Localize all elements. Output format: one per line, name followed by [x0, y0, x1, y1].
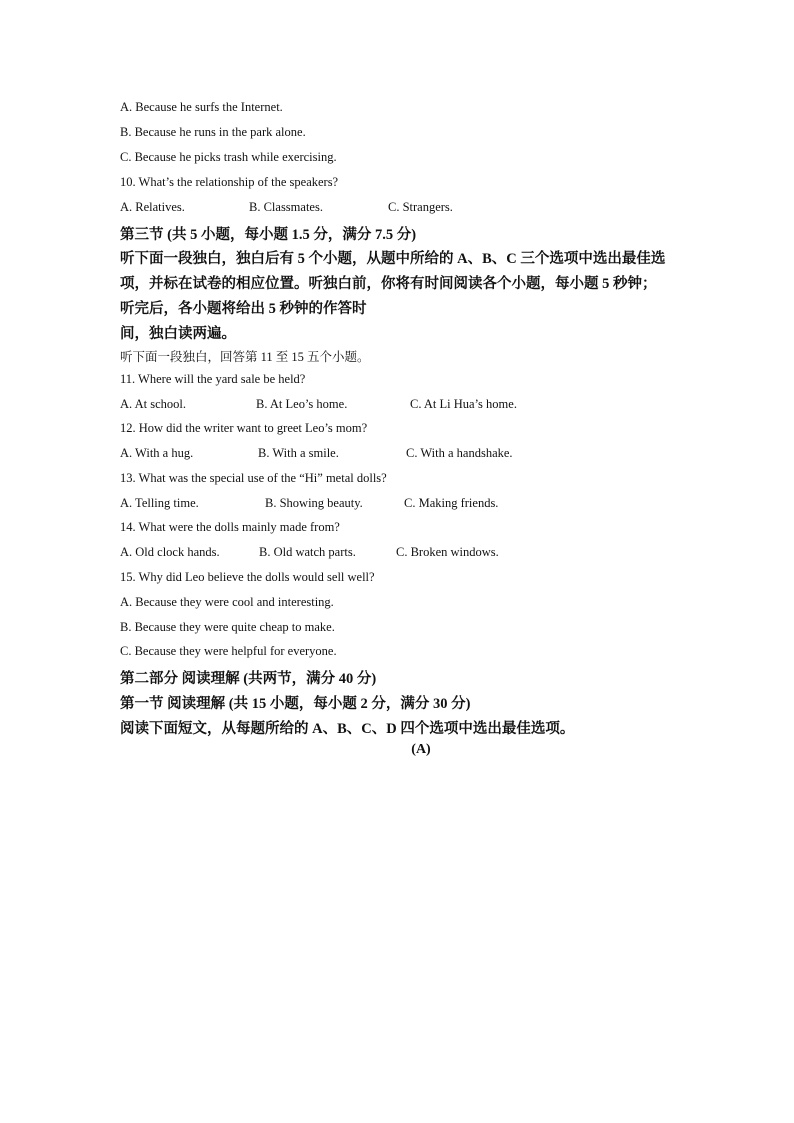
part2-heading: 第二部分 阅读理解 (共两节，满分 40 分) — [120, 671, 377, 687]
q13-option-a: A. Telling time. — [120, 496, 199, 510]
section3-heading: 第三节 (共 5 小题，每小题 1.5 分，满分 7.5 分) — [120, 227, 417, 243]
q10-question: 10. What’s the relationship of the speakers? — [120, 175, 339, 189]
q14-question: 14. What were the dolls mainly made from? — [120, 520, 340, 534]
passage-label: (A) — [411, 742, 431, 757]
q15-question: 15. Why did Leo believe the dolls would sell well? — [120, 570, 375, 584]
section3-instruction-line3: 听完后，各小题将给出 5 秒钟的作答时 — [120, 301, 367, 317]
q10-option-b: B. Classmates. — [249, 200, 323, 214]
q9-option-a: A. Because he surfs the Internet. — [120, 100, 283, 114]
q14-option-a: A. Old clock hands. — [120, 545, 220, 559]
q14-option-c: C. Broken windows. — [396, 545, 499, 559]
q15-option-b: B. Because they were quite cheap to make. — [120, 620, 335, 634]
section3-instruction-line1: 听下面一段独白，独白后有 5 个小题，从题中所给的 A、B、C 三个选项中选出最佳选 — [120, 251, 666, 267]
q12-option-b: B. With a smile. — [258, 446, 339, 460]
q15-option-a: A. Because they were cool and interesting. — [120, 595, 334, 609]
q9-option-b: B. Because he runs in the park alone. — [120, 125, 306, 139]
section3-subinstruction: 听下面一段独白，回答第 11 至 15 五个小题。 — [120, 350, 370, 364]
q11-option-a: A. At school. — [120, 397, 186, 411]
q12-question: 12. How did the writer want to greet Leo’s mom? — [120, 421, 368, 435]
q9-option-c: C. Because he picks trash while exercising. — [120, 150, 337, 164]
q13-option-c: C. Making friends. — [404, 496, 499, 510]
q15-option-c: C. Because they were helpful for everyone. — [120, 644, 337, 658]
part2-section1-heading: 第一节 阅读理解 (共 15 小题，每小题 2 分，满分 30 分) — [120, 696, 471, 712]
q10-option-c: C. Strangers. — [388, 200, 453, 214]
section3-instruction-line4: 间，独白读两遍。 — [120, 326, 236, 342]
q13-question: 13. What was the special use of the “Hi” metal dolls? — [120, 471, 387, 485]
q11-option-c: C. At Li Hua’s home. — [410, 397, 517, 411]
part2-instruction: 阅读下面短文，从每题所给的 A、B、C、D 四个选项中选出最佳选项。 — [120, 721, 575, 737]
q12-option-c: C. With a handshake. — [406, 446, 513, 460]
q11-question: 11. Where will the yard sale be held? — [120, 372, 306, 386]
q12-option-a: A. With a hug. — [120, 446, 194, 460]
q13-option-b: B. Showing beauty. — [265, 496, 363, 510]
section3-instruction-line2: 项，并标在试卷的相应位置。听独白前，你将有时间阅读各个小题，每小题 5 秒钟； — [120, 276, 657, 292]
q11-option-b: B. At Leo’s home. — [256, 397, 348, 411]
q14-option-b: B. Old watch parts. — [259, 545, 356, 559]
q10-option-a: A. Relatives. — [120, 200, 185, 214]
